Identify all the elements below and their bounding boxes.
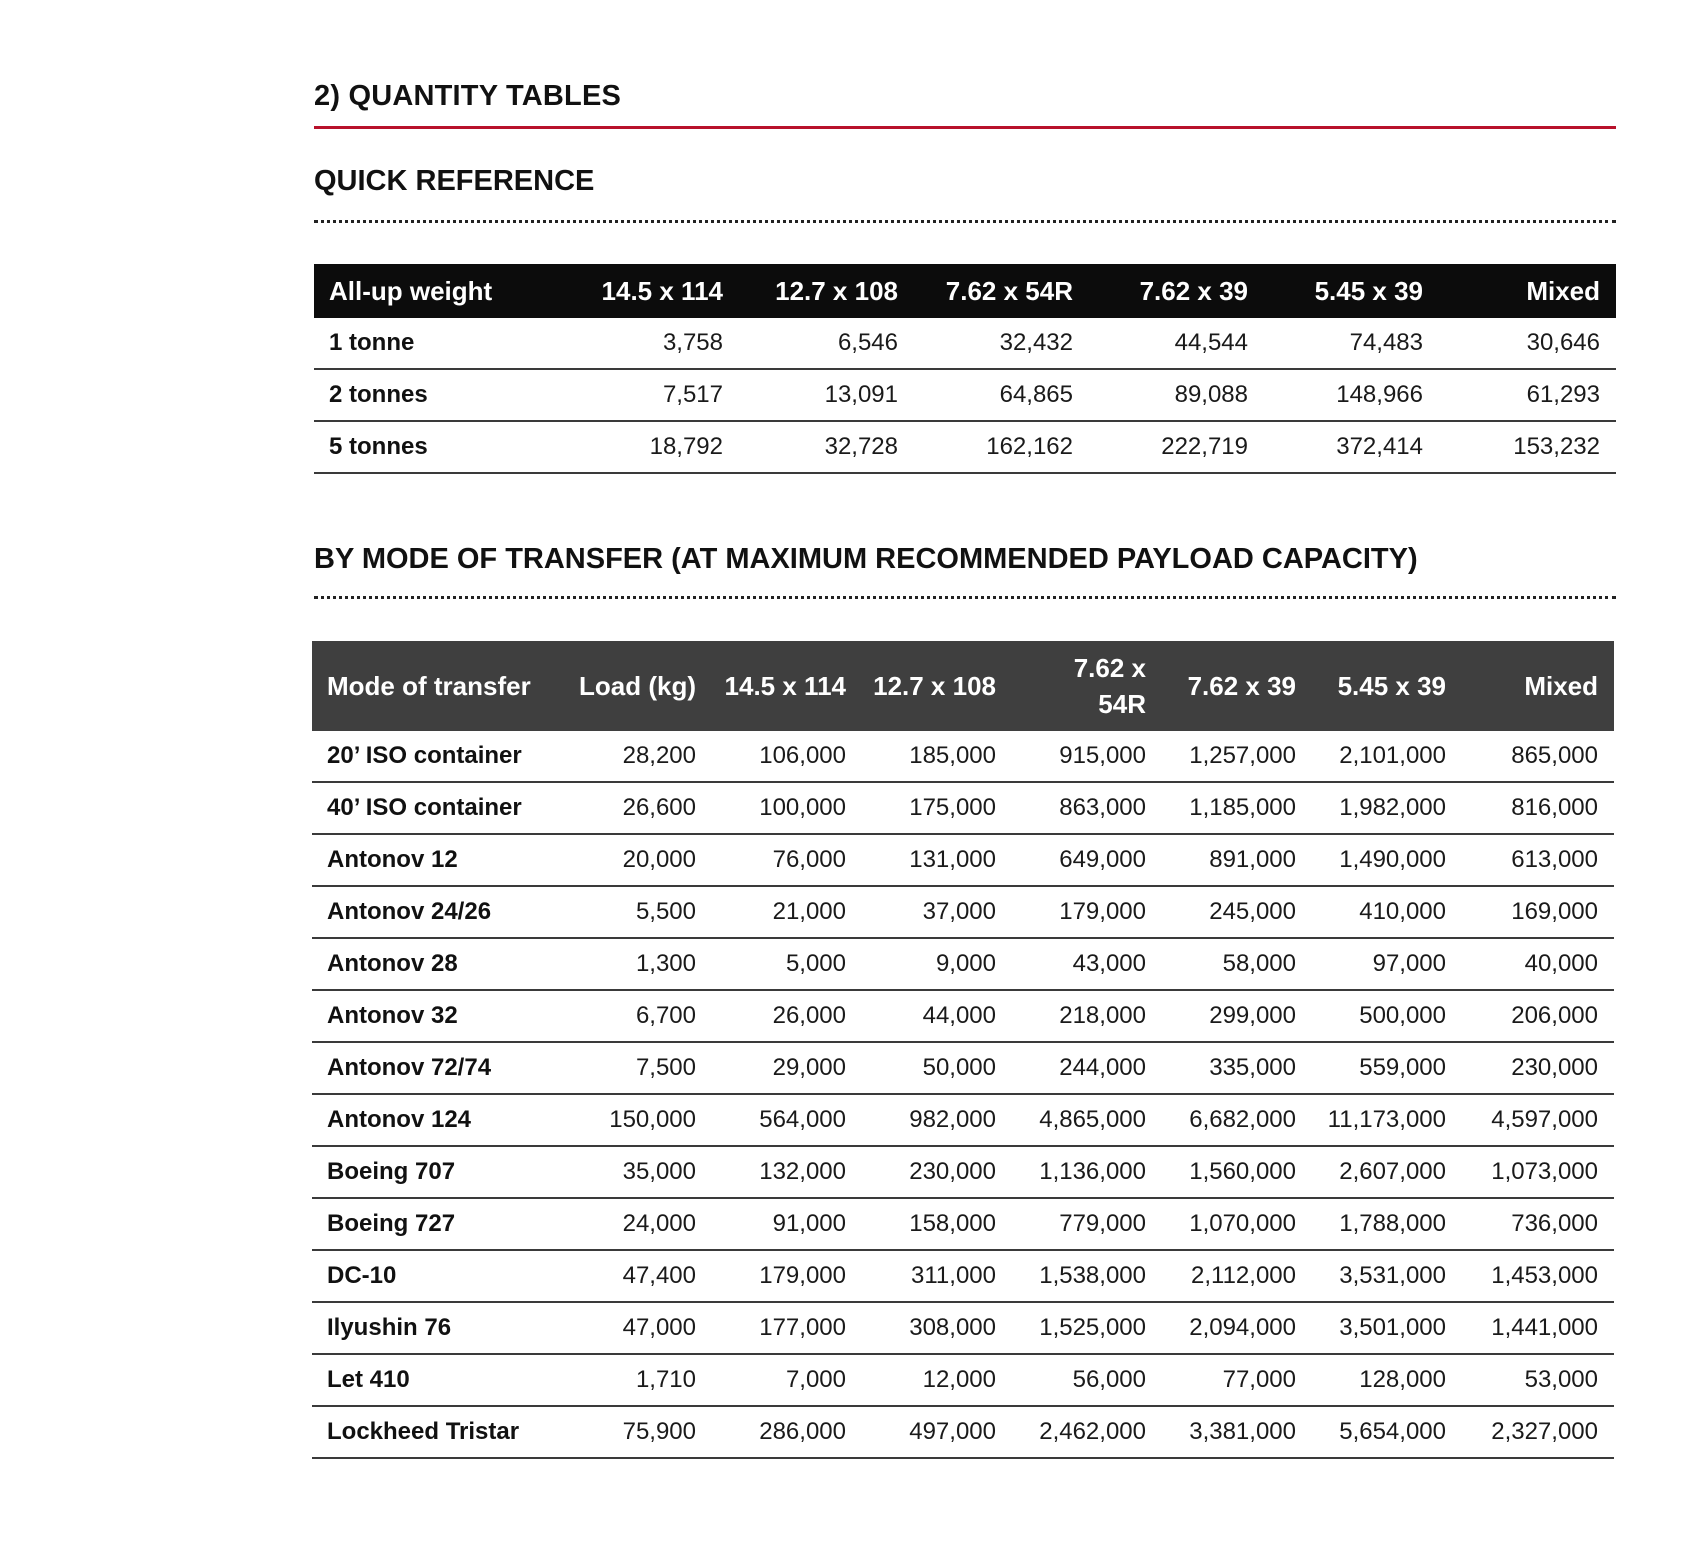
table-header-row: [312, 641, 1614, 731]
table-cell: 230,000: [1462, 1042, 1614, 1094]
column-header: Load (kg): [579, 671, 696, 701]
table-row: [312, 1302, 1614, 1354]
table-cell: 58,000: [1162, 938, 1312, 990]
table-cell: 863,000: [1012, 782, 1162, 834]
table-cell: 6,546: [739, 318, 914, 369]
table-cell: 177,000: [712, 1302, 862, 1354]
table-cell: 26,000: [712, 990, 862, 1042]
table-cell: 21,000: [712, 886, 862, 938]
table-cell: 1,136,000: [1012, 1146, 1162, 1198]
column-header: 7.62 x 54R: [1073, 653, 1146, 719]
table-cell: 1,788,000: [1312, 1198, 1462, 1250]
table-cell: 286,000: [712, 1406, 862, 1458]
table-cell: 150,000: [562, 1094, 712, 1146]
row-label: Antonov 24/26: [312, 886, 562, 938]
table-cell: 218,000: [1012, 990, 1162, 1042]
table-cell: 308,000: [862, 1302, 1012, 1354]
table-cell: 230,000: [862, 1146, 1012, 1198]
table-cell: 128,000: [1312, 1354, 1462, 1406]
table-row: [312, 1094, 1614, 1146]
section-title: 2) QUANTITY TABLES: [314, 80, 622, 112]
table-cell: 410,000: [1312, 886, 1462, 938]
table-row: [312, 1042, 1614, 1094]
table-cell: 5,500: [562, 886, 712, 938]
table-cell: 153,232: [1439, 421, 1616, 473]
table-cell: 1,070,000: [1162, 1198, 1312, 1250]
table-row: [312, 886, 1614, 938]
table-row: [314, 421, 1616, 473]
mode-of-transfer-table: [312, 641, 1614, 1459]
table-cell: 26,600: [562, 782, 712, 834]
table-cell: 1,453,000: [1462, 1250, 1614, 1302]
table-cell: 35,000: [562, 1146, 712, 1198]
table-cell: 1,538,000: [1012, 1250, 1162, 1302]
quick-reference-divider: [314, 220, 1616, 223]
table-cell: 175,000: [862, 782, 1012, 834]
table-cell: 891,000: [1162, 834, 1312, 886]
table-cell: 185,000: [862, 731, 1012, 782]
table-cell: 1,185,000: [1162, 782, 1312, 834]
table-cell: 53,000: [1462, 1354, 1614, 1406]
table-cell: 6,700: [562, 990, 712, 1042]
table-cell: 2,462,000: [1012, 1406, 1162, 1458]
column-header: 5.45 x 39: [1314, 275, 1423, 306]
table-cell: 24,000: [562, 1198, 712, 1250]
row-label: 20’ ISO container: [312, 731, 562, 782]
table-cell: 47,400: [562, 1250, 712, 1302]
table-cell: 20,000: [562, 834, 712, 886]
table-cell: 2,094,000: [1162, 1302, 1312, 1354]
table-cell: 500,000: [1312, 990, 1462, 1042]
table-row: [312, 782, 1614, 834]
table-cell: 50,000: [862, 1042, 1012, 1094]
table-cell: 3,381,000: [1162, 1406, 1312, 1458]
table-cell: 865,000: [1462, 731, 1614, 782]
table-cell: 2,327,000: [1462, 1406, 1614, 1458]
row-label: DC-10: [312, 1250, 562, 1302]
column-header: 7.62 x 54R: [945, 275, 1073, 306]
table-row: [312, 1354, 1614, 1406]
table-cell: 64,865: [914, 369, 1089, 421]
row-label: 40’ ISO container: [312, 782, 562, 834]
table-cell: 7,500: [562, 1042, 712, 1094]
table-cell: 28,200: [562, 731, 712, 782]
table-cell: 12,000: [862, 1354, 1012, 1406]
table-cell: 736,000: [1462, 1198, 1614, 1250]
table-cell: 75,900: [562, 1406, 712, 1458]
table-cell: 77,000: [1162, 1354, 1312, 1406]
table-row: [312, 1406, 1614, 1458]
table-cell: 1,710: [562, 1354, 712, 1406]
table-cell: 11,173,000: [1312, 1094, 1462, 1146]
row-label: 1 tonne: [314, 318, 564, 369]
table-cell: 1,073,000: [1462, 1146, 1614, 1198]
table-row: [312, 1250, 1614, 1302]
table-cell: 5,654,000: [1312, 1406, 1462, 1458]
table-cell: 982,000: [862, 1094, 1012, 1146]
column-header: All-up weight: [329, 275, 493, 306]
row-label: Lockheed Tristar: [312, 1406, 562, 1458]
table-cell: 245,000: [1162, 886, 1312, 938]
quick-reference-title: QUICK REFERENCE: [314, 165, 595, 197]
table-cell: 100,000: [712, 782, 862, 834]
row-label: Antonov 12: [312, 834, 562, 886]
row-label: 5 tonnes: [314, 421, 564, 473]
table-row: [312, 990, 1614, 1042]
table-row: [312, 1198, 1614, 1250]
table-cell: 29,000: [712, 1042, 862, 1094]
column-header: 12.7 x 108: [775, 275, 898, 306]
table-cell: 649,000: [1012, 834, 1162, 886]
table-cell: 179,000: [712, 1250, 862, 1302]
section-divider: [314, 126, 1616, 129]
table-row: [312, 834, 1614, 886]
row-label: Antonov 124: [312, 1094, 562, 1146]
row-label: Let 410: [312, 1354, 562, 1406]
table-cell: 222,719: [1089, 421, 1264, 473]
row-label: Antonov 72/74: [312, 1042, 562, 1094]
table-cell: 2,607,000: [1312, 1146, 1462, 1198]
table-cell: 779,000: [1012, 1198, 1162, 1250]
column-header: 14.5 x 114: [601, 275, 723, 306]
row-label: 2 tonnes: [314, 369, 564, 421]
table-cell: 43,000: [1012, 938, 1162, 990]
table-cell: 89,088: [1089, 369, 1264, 421]
table-cell: 56,000: [1012, 1354, 1162, 1406]
table-cell: 2,101,000: [1312, 731, 1462, 782]
column-header: 12.7 x 108: [873, 671, 996, 701]
table-cell: 44,544: [1089, 318, 1264, 369]
row-label: Antonov 28: [312, 938, 562, 990]
table-cell: 3,758: [564, 318, 739, 369]
table-cell: 97,000: [1312, 938, 1462, 990]
column-header: 14.5 x 114: [724, 671, 846, 701]
table-cell: 13,091: [739, 369, 914, 421]
table-cell: 1,560,000: [1162, 1146, 1312, 1198]
table-row: [312, 731, 1614, 782]
table-header-row: [314, 264, 1616, 318]
table-cell: 32,432: [914, 318, 1089, 369]
table-row: [314, 369, 1616, 421]
table-cell: 76,000: [712, 834, 862, 886]
table-cell: 18,792: [564, 421, 739, 473]
table-cell: 30,646: [1439, 318, 1616, 369]
row-label: Antonov 32: [312, 990, 562, 1042]
table-cell: 7,000: [712, 1354, 862, 1406]
table-cell: 3,531,000: [1312, 1250, 1462, 1302]
table-cell: 4,597,000: [1462, 1094, 1614, 1146]
table-cell: 47,000: [562, 1302, 712, 1354]
table-cell: 311,000: [862, 1250, 1012, 1302]
table-cell: 559,000: [1312, 1042, 1462, 1094]
table-cell: 91,000: [712, 1198, 862, 1250]
table-row: [312, 1146, 1614, 1198]
table-cell: 7,517: [564, 369, 739, 421]
column-header: 7.62 x 39: [1187, 671, 1296, 701]
table-cell: 497,000: [862, 1406, 1012, 1458]
table-cell: 1,982,000: [1312, 782, 1462, 834]
table-cell: 40,000: [1462, 938, 1614, 990]
table-cell: 169,000: [1462, 886, 1614, 938]
table-cell: 613,000: [1462, 834, 1614, 886]
quick-reference-table: [314, 264, 1616, 474]
table-cell: 1,525,000: [1012, 1302, 1162, 1354]
table-cell: 3,501,000: [1312, 1302, 1462, 1354]
table-cell: 148,966: [1264, 369, 1439, 421]
column-header: 7.62 x 39: [1139, 275, 1248, 306]
table-cell: 1,300: [562, 938, 712, 990]
table-cell: 132,000: [712, 1146, 862, 1198]
table-cell: 1,257,000: [1162, 731, 1312, 782]
column-header: 5.45 x 39: [1337, 671, 1446, 701]
table-cell: 4,865,000: [1012, 1094, 1162, 1146]
table-cell: 44,000: [862, 990, 1012, 1042]
table-cell: 372,414: [1264, 421, 1439, 473]
table-cell: 6,682,000: [1162, 1094, 1312, 1146]
row-label: Boeing 707: [312, 1146, 562, 1198]
table-cell: 162,162: [914, 421, 1089, 473]
table-cell: 335,000: [1162, 1042, 1312, 1094]
table-cell: 1,490,000: [1312, 834, 1462, 886]
column-header: Mixed: [1526, 275, 1600, 306]
table-cell: 74,483: [1264, 318, 1439, 369]
row-label: Ilyushin 76: [312, 1302, 562, 1354]
table-cell: 37,000: [862, 886, 1012, 938]
table-cell: 915,000: [1012, 731, 1162, 782]
row-label: Boeing 727: [312, 1198, 562, 1250]
table-cell: 131,000: [862, 834, 1012, 886]
column-header: Mixed: [1524, 671, 1598, 701]
table-cell: 299,000: [1162, 990, 1312, 1042]
table-cell: 5,000: [712, 938, 862, 990]
table-cell: 179,000: [1012, 886, 1162, 938]
table-cell: 158,000: [862, 1198, 1012, 1250]
by-mode-title: BY MODE OF TRANSFER (AT MAXIMUM RECOMMENDED PAYLOAD CAPACITY): [314, 543, 1418, 575]
table-cell: 9,000: [862, 938, 1012, 990]
table-cell: 2,112,000: [1162, 1250, 1312, 1302]
table-row: [314, 318, 1616, 369]
table-cell: 564,000: [712, 1094, 862, 1146]
column-header: Mode of transfer: [327, 671, 531, 701]
table-cell: 61,293: [1439, 369, 1616, 421]
table-cell: 816,000: [1462, 782, 1614, 834]
table-cell: 1,441,000: [1462, 1302, 1614, 1354]
table-cell: 244,000: [1012, 1042, 1162, 1094]
table-cell: 206,000: [1462, 990, 1614, 1042]
table-row: [312, 938, 1614, 990]
table-cell: 106,000: [712, 731, 862, 782]
by-mode-divider: [314, 596, 1616, 599]
table-cell: 32,728: [739, 421, 914, 473]
